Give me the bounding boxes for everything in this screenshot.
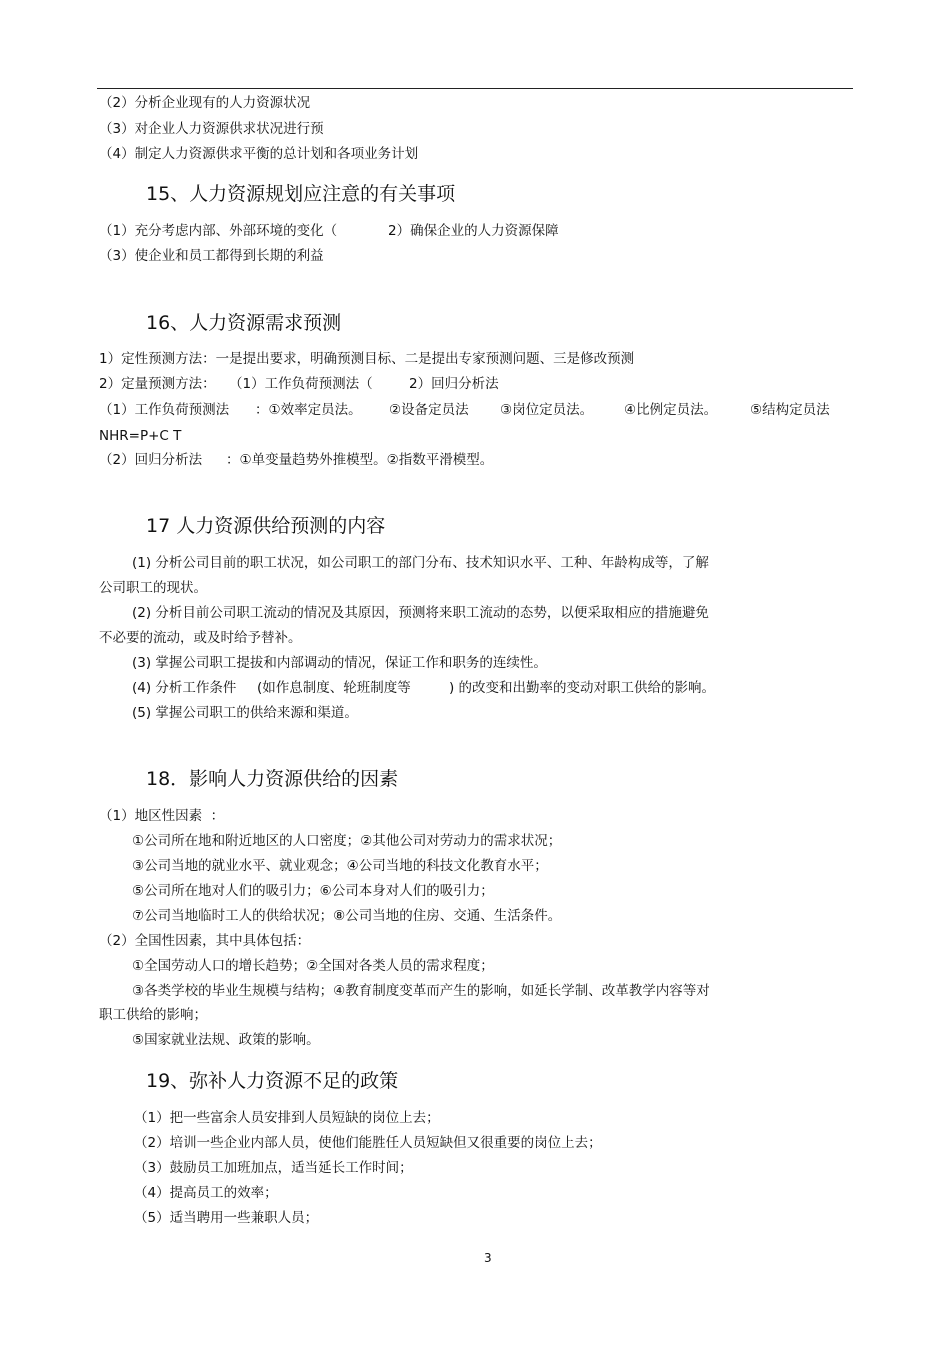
list-item: （1）把一些富余人员安排到人员短缺的岗位上去； xyxy=(134,1110,440,1126)
list-item: ③各类学校的毕业生规模与结构；④教育制度变革而产生的影响，如延长学制、改革教学内容等对 xyxy=(132,983,710,999)
paragraph-line: (如作息制度、轮班制度等 xyxy=(257,680,411,696)
list-item: （2）培训一些企业内部人员，使他们能胜任人员短缺但又很重要的岗位上去； xyxy=(134,1135,602,1151)
list-item: ①全国劳动人口的增长趋势；②全国对各类人员的需求程度； xyxy=(132,958,494,974)
header-rule xyxy=(97,88,853,89)
list-item: ③公司当地的就业水平、就业观念；④公司当地的科技文化教育水平； xyxy=(132,858,548,874)
text-line: 1）定性预测方法：一是提出要求，明确预测目标、二是提出专家预测问题、三是修改预测 xyxy=(99,351,635,367)
text-line: （1）工作负荷预测法（ xyxy=(229,376,373,392)
section-heading: 15、人力资源规划应注意的有关事项 xyxy=(146,183,456,205)
list-item: （3）使企业和员工都得到长期的利益 xyxy=(99,248,324,264)
list-item: （4）制定人力资源供求平衡的总计划和各项业务计划 xyxy=(99,146,419,162)
text-line: ⑤结构定员法 xyxy=(750,402,830,418)
paragraph-line: ) 的改变和出勤率的变动对职工供给的影响。 xyxy=(449,680,716,696)
paragraph-line: (4) 分析工作条件 xyxy=(132,680,237,696)
section-heading: 18．影响人力资源供给的因素 xyxy=(146,768,399,790)
paragraph-line: (1) 分析公司目前的职工状况，如公司职工的部门分布、技术知识水平、工种、年龄构成等，了解 xyxy=(132,555,709,571)
paragraph-line: (5) 掌握公司职工的供给来源和渠道。 xyxy=(132,705,358,721)
paragraph-line: 公司职工的现状。 xyxy=(99,580,207,596)
list-item: ⑦公司当地临时工人的供给状况；⑧公司当地的住房、交通、生活条件。 xyxy=(132,908,562,924)
list-item: ⑤国家就业法规、政策的影响。 xyxy=(132,1032,320,1048)
paragraph-line: 不必要的流动，或及时给予替补。 xyxy=(99,630,302,646)
list-item: （3）对企业人力资源供求状况进行预 xyxy=(99,121,324,137)
paragraph-line: (3) 掌握公司职工提拔和内部调动的情况，保证工作和职务的连续性。 xyxy=(132,655,547,671)
list-item: （3）鼓励员工加班加点，适当延长工作时间； xyxy=(134,1160,413,1176)
list-item: ⑤公司所在地对人们的吸引力；⑥公司本身对人们的吸引力； xyxy=(132,883,494,899)
list-item: 职工供给的影响； xyxy=(99,1007,207,1023)
list-item: （2）全国性因素，其中具体包括： xyxy=(99,933,311,949)
list-item: （1）充分考虑内部、外部环境的变化（ xyxy=(99,223,338,239)
page-number: 3 xyxy=(484,1251,492,1265)
text-line: ③岗位定员法。 xyxy=(500,402,594,418)
text-line: ：①效率定员法。 xyxy=(255,402,362,418)
list-item: ①公司所在地和附近地区的人口密度；②其他公司对劳动力的需求状况； xyxy=(132,833,562,849)
text-line: ②设备定员法 xyxy=(389,402,469,418)
text-line: （1）工作负荷预测法 xyxy=(99,402,230,418)
text-line: 2）定量预测方法： xyxy=(99,376,216,392)
formula: NHR=P+C T xyxy=(99,428,182,444)
list-item: （5）适当聘用一些兼职人员； xyxy=(134,1210,319,1226)
section-heading: 19、弥补人力资源不足的政策 xyxy=(146,1070,399,1092)
list-item: （4）提高员工的效率； xyxy=(134,1185,278,1201)
list-item: （2）分析企业现有的人力资源状况 xyxy=(99,95,311,111)
list-item: 2）确保企业的人力资源保障 xyxy=(388,223,559,239)
text-line: ：①单变量趋势外推模型。②指数平滑模型。 xyxy=(226,452,494,468)
text-line: （2）回归分析法 xyxy=(99,452,203,468)
text-line: 2）回归分析法 xyxy=(409,376,499,392)
list-item: （1）地区性因素 ： xyxy=(99,808,225,824)
paragraph-line: (2) 分析目前公司职工流动的情况及其原因，预测将来职工流动的态势，以便采取相应的措施避免 xyxy=(132,605,709,621)
text-line: ④比例定员法。 xyxy=(624,402,718,418)
section-heading: 17 人力资源供给预测的内容 xyxy=(146,515,386,537)
section-heading: 16、人力资源需求预测 xyxy=(146,312,342,334)
